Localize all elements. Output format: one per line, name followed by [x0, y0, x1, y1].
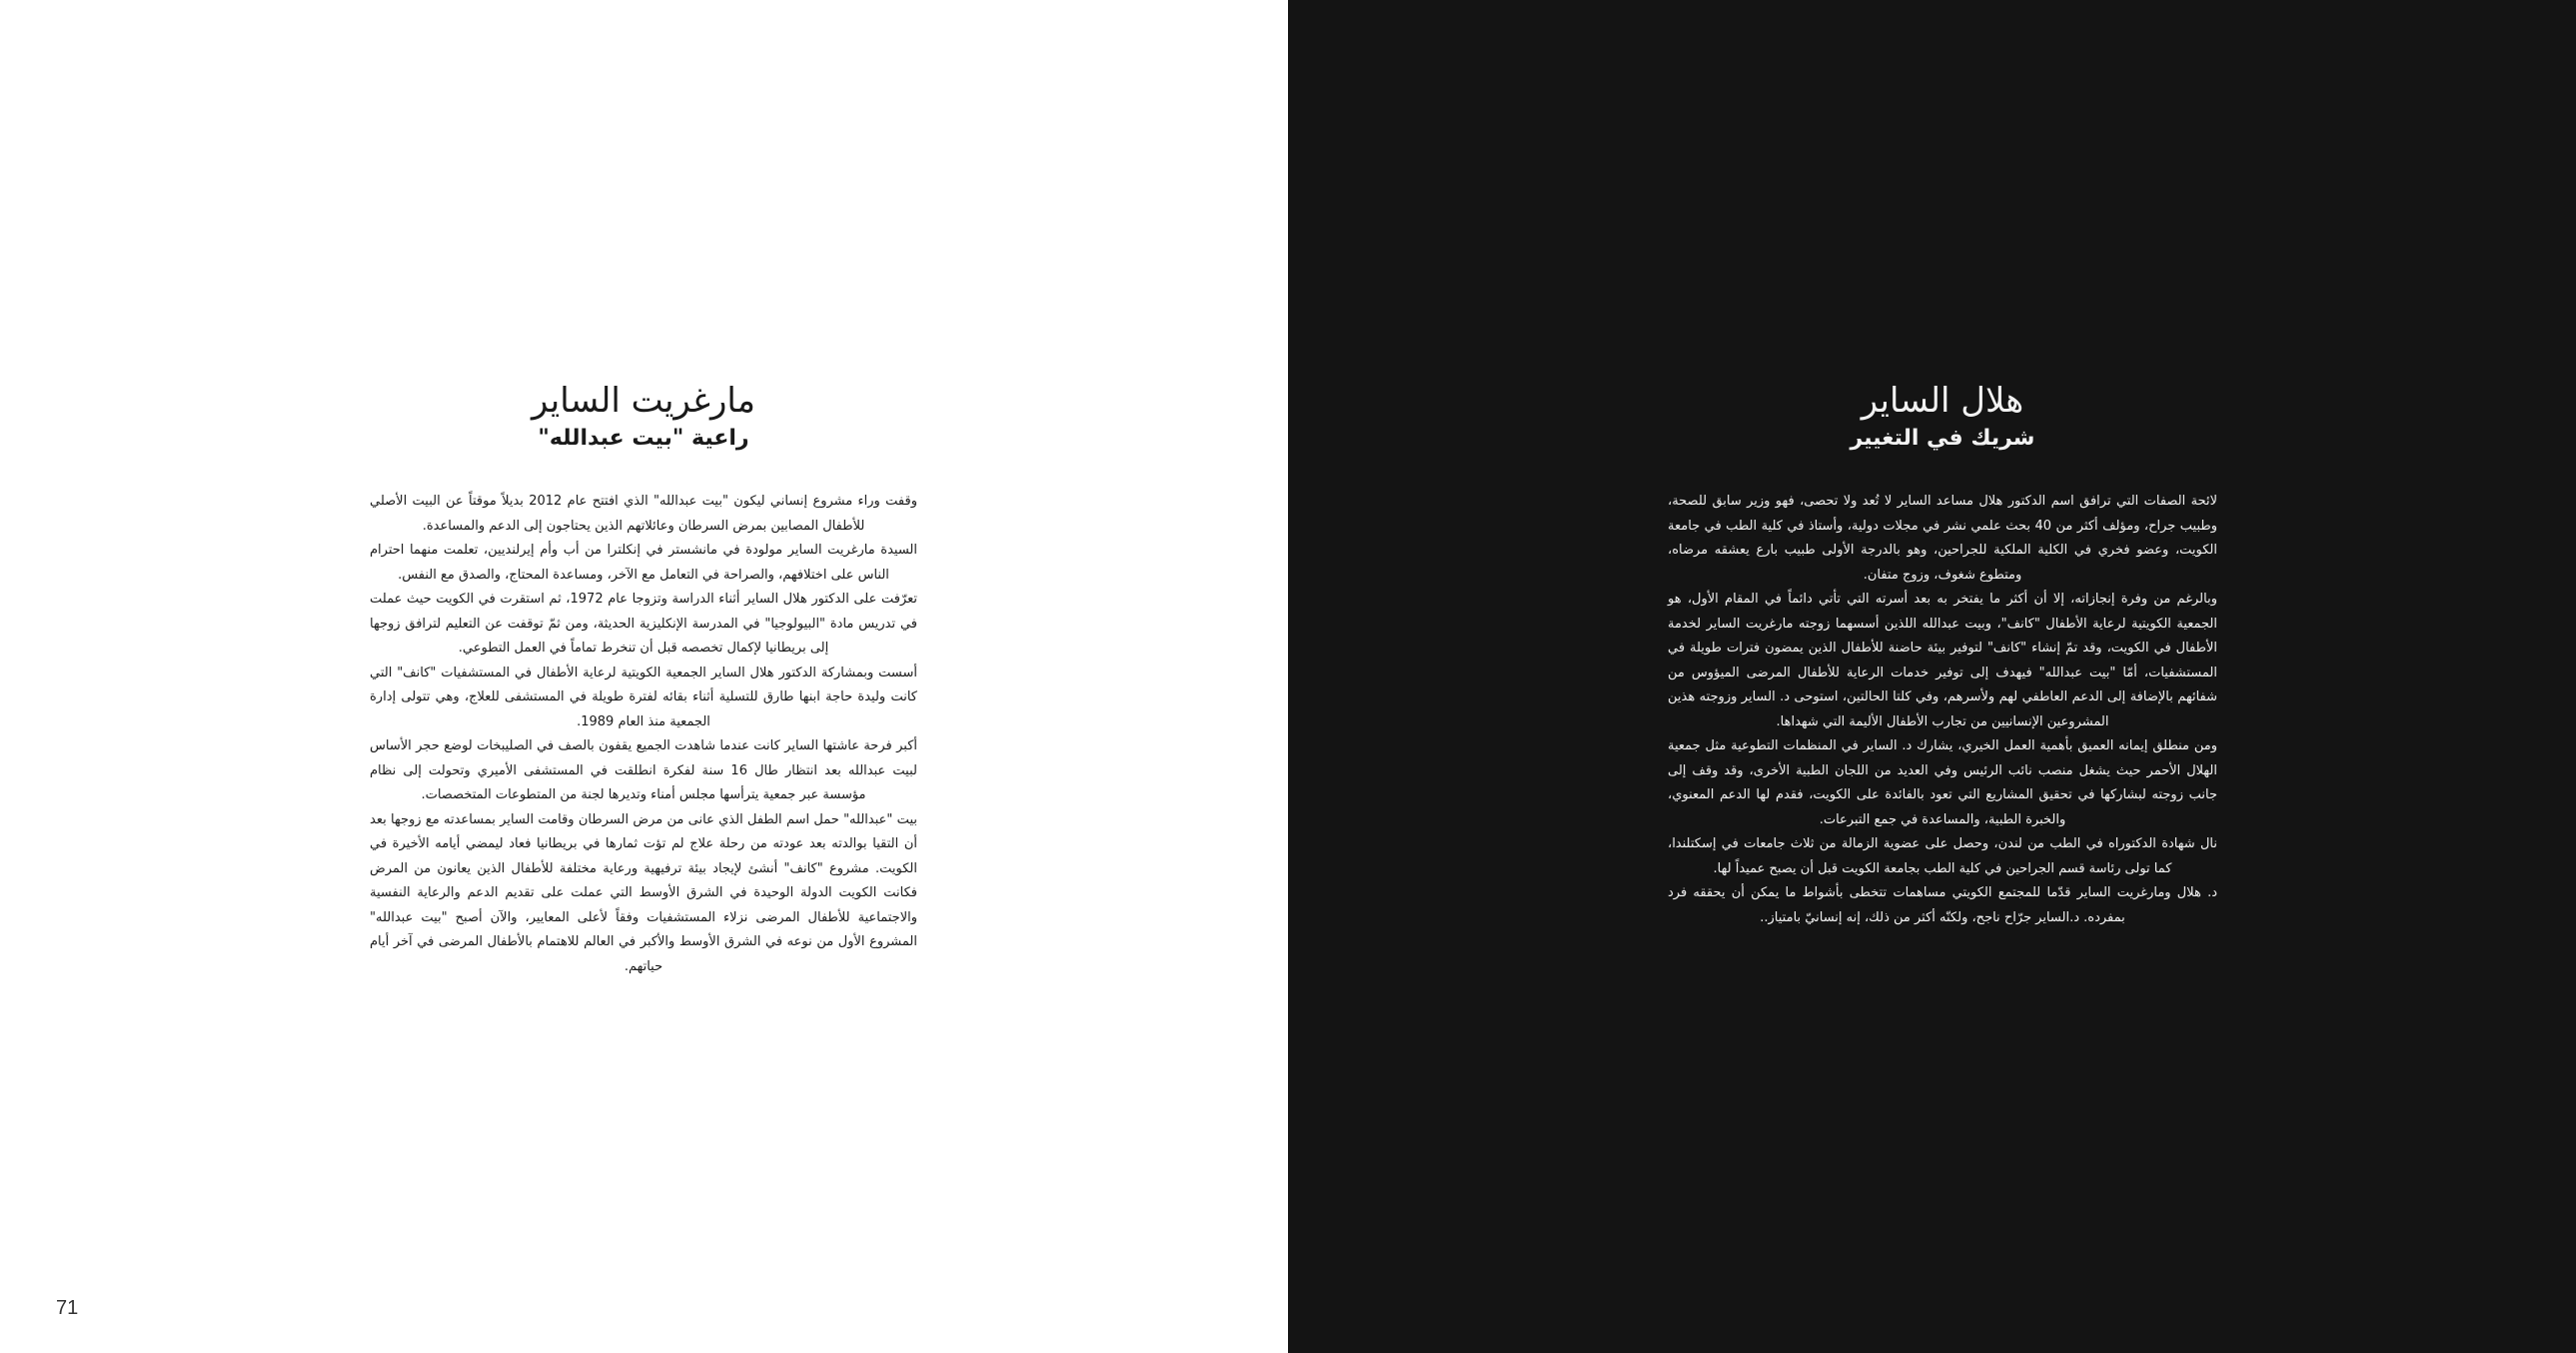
left-paragraph-6: بيت "عبدالله" حمل اسم الطفل الذي عانى من مرض السرطان وقامت الساير بمساعدته مع زوجها بعد أن التقيا بوالدته بعد عودته من رحلة علاج لم تؤت ثمارها في بريطانيا فعاد ليمضي أيامه الأخيرة في الكويت. مشروع "كانف" أنشئ لإيجاد بيئة ترفيهية ورعاية مختلفة للأطفال الذين يعانون من المرض فكانت الكويت الدولة الوحيدة في الشرق الأوسط التي عملت على تقديم الدعم والرعاية النفسية والاجتماعية للأطفال المرضى نزلاء المستشفيات وفقاً لأعلى المعايير، والآن أصبح "بيت عبدالله" المشروع الأول من نوعه في الشرق الأوسط والأكبر في العالم للاهتمام بالأطفال المرضى في آخر أيام حياتهم.	[370, 811, 917, 974]
left-page-title: مارغريت الساير	[532, 381, 755, 421]
right-page-subtitle: شريك في التغيير	[1850, 426, 2035, 451]
right-article	[1668, 378, 2217, 930]
left-body-text	[370, 490, 917, 979]
left-paragraph-2: السيدة مارغريت الساير مولودة في مانشستر في إنكلترا من أب وأم إيرلنديين، تعلمت منهما احترام الناس على اختلافهم، والصراحة في التعامل مع الآخر، ومساعدة المحتاج، والصدق مع النفس.	[370, 543, 917, 583]
left-article	[370, 378, 917, 979]
right-page-title: هلال الساير	[1861, 381, 2024, 421]
right-body-text	[1668, 490, 2217, 930]
page-number: 71	[56, 1297, 79, 1319]
left-paragraph-4: أسست وبمشاركة الدكتور هلال الساير الجمعية الكويتية لرعاية الأطفال في المستشفيات "كانف" التي كانت وليدة حاجة ابنها طارق للتسلية أثناء بقائه لفترة طويلة في المستشفى للعلاج، وهي تتولى إدارة الجمعية منذ العام 1989.	[370, 665, 917, 729]
right-paragraph-1: لائحة الصفات التي ترافق اسم الدكتور هلال مساعد الساير لا تُعد ولا تحصى، فهو وزير سابق للصحة، وطبيب جراح، ومؤلف أكثر من 40 بحث علمي نشر في مجلات دولية، وأستاذ في كلية الطب في جامعة الكويت، وعضو فخري في الكلية الملكية للجراحين، وهو بالدرجة الأولى طبيب بارع يعشقه مرضاه، ومتطوع شغوف، وزوج متفان.	[1668, 494, 2217, 583]
right-paragraph-5: د. هلال ومارغريت الساير قدّما للمجتمع الكويتي مساهمات تتخطى بأشواط ما يمكن أن يحققه فرد بمفرده. د.الساير جرّاح ناجح، ولكنّه أكثر من ذلك، إنه إنسانيّ بامتياز..	[1668, 885, 2217, 925]
right-paragraph-3: ومن منطلق إيمانه العميق بأهمية العمل الخيري، يشارك د. الساير في المنظمات التطوعية مثل جمعية الهلال الأحمر حيث يشغل منصب نائب الرئيس وفي العديد من اللجان الطبية الأخرى، وقد وقف إلى جانب زوجته لبشاركها في تحقيق المشاريع التي تعود بالفائدة على الكويت، فقدم لها الدعم المعنوي، والخبرة الطبية، والمساعدة في جمع التبرعات.	[1668, 738, 2217, 827]
right-paragraph-4: نال شهادة الدكتوراه في الطب من لندن، وحصل على عضوية الزمالة من ثلاث جامعات في إسكتلندا، كما تولى رئاسة قسم الجراحين في كلية الطب بجامعة الكويت قبل أن يصبح عميداً لها.	[1668, 836, 2217, 876]
right-page	[1288, 0, 2576, 1353]
right-paragraph-2: وبالرغم من وفرة إنجازاته، إلا أن أكثر ما يفتخر به بعد أسرته التي تأتي دائماً في المقام الأول، هو الجمعية الكويتية لرعاية الأطفال "كانف"، وبيت عبدالله اللذين أسسهما زوجته مارغريت الساير لخدمة الأطفال في الكويت، وقد تمّ إنشاء "كانف" لتوفير بيئة حاضنة للأطفال الذين يمضون فترات طويلة في المستشفيات، أمّا "بيت عبدالله" فيهدف إلى توفير خدمات الرعاية للأطفال المرضى الميؤوس من شفائهم بالإضافة إلى الدعم العاطفي لهم ولأسرهم، وفي كلتا الحالتين، استوحى د. الساير وزوجته هذين المشروعين الإنسانيين من تجارب الأطفال الأليمة التي شهداها.	[1668, 592, 2217, 729]
left-paragraph-3: تعرّفت على الدكتور هلال الساير أثناء الدراسة وتزوجا عام 1972، ثم استقرت في الكويت حيث عملت في تدريس مادة "البيولوجيا" في المدرسة الإنكليزية الحديثة، ومن ثمّ توقفت عن التعليم لترافق زوجها إلى بريطانيا لإكمال تخصصه قبل أن تنخرط تماماً في العمل التطوعي.	[370, 592, 917, 656]
left-paragraph-1: وقفت وراء مشروع إنساني ليكون "بيت عبدالله" الذي افتتح عام 2012 بديلاً موقتاً عن البيت الأصلي للأطفال المصابين بمرض السرطان وعائلاتهم الذين يحتاجون إلى الدعم والمساعدة.	[370, 494, 917, 534]
left-page-subtitle: راعية "بيت عبدالله"	[538, 426, 749, 451]
left-paragraph-5: أكبر فرحة عاشتها الساير كانت عندما شاهدت الجميع يقفون بالصف في الصليبخات لوضع حجر الأساس لبيت عبدالله بعد انتظار طال 16 سنة لفكرة انطلقت في المستشفى الأميري وتحولت إلى نظام مؤسسة عبر جمعية يترأسها مجلس أمناء وتديرها لجنة من المتطوعات المتخصصات.	[370, 738, 917, 802]
